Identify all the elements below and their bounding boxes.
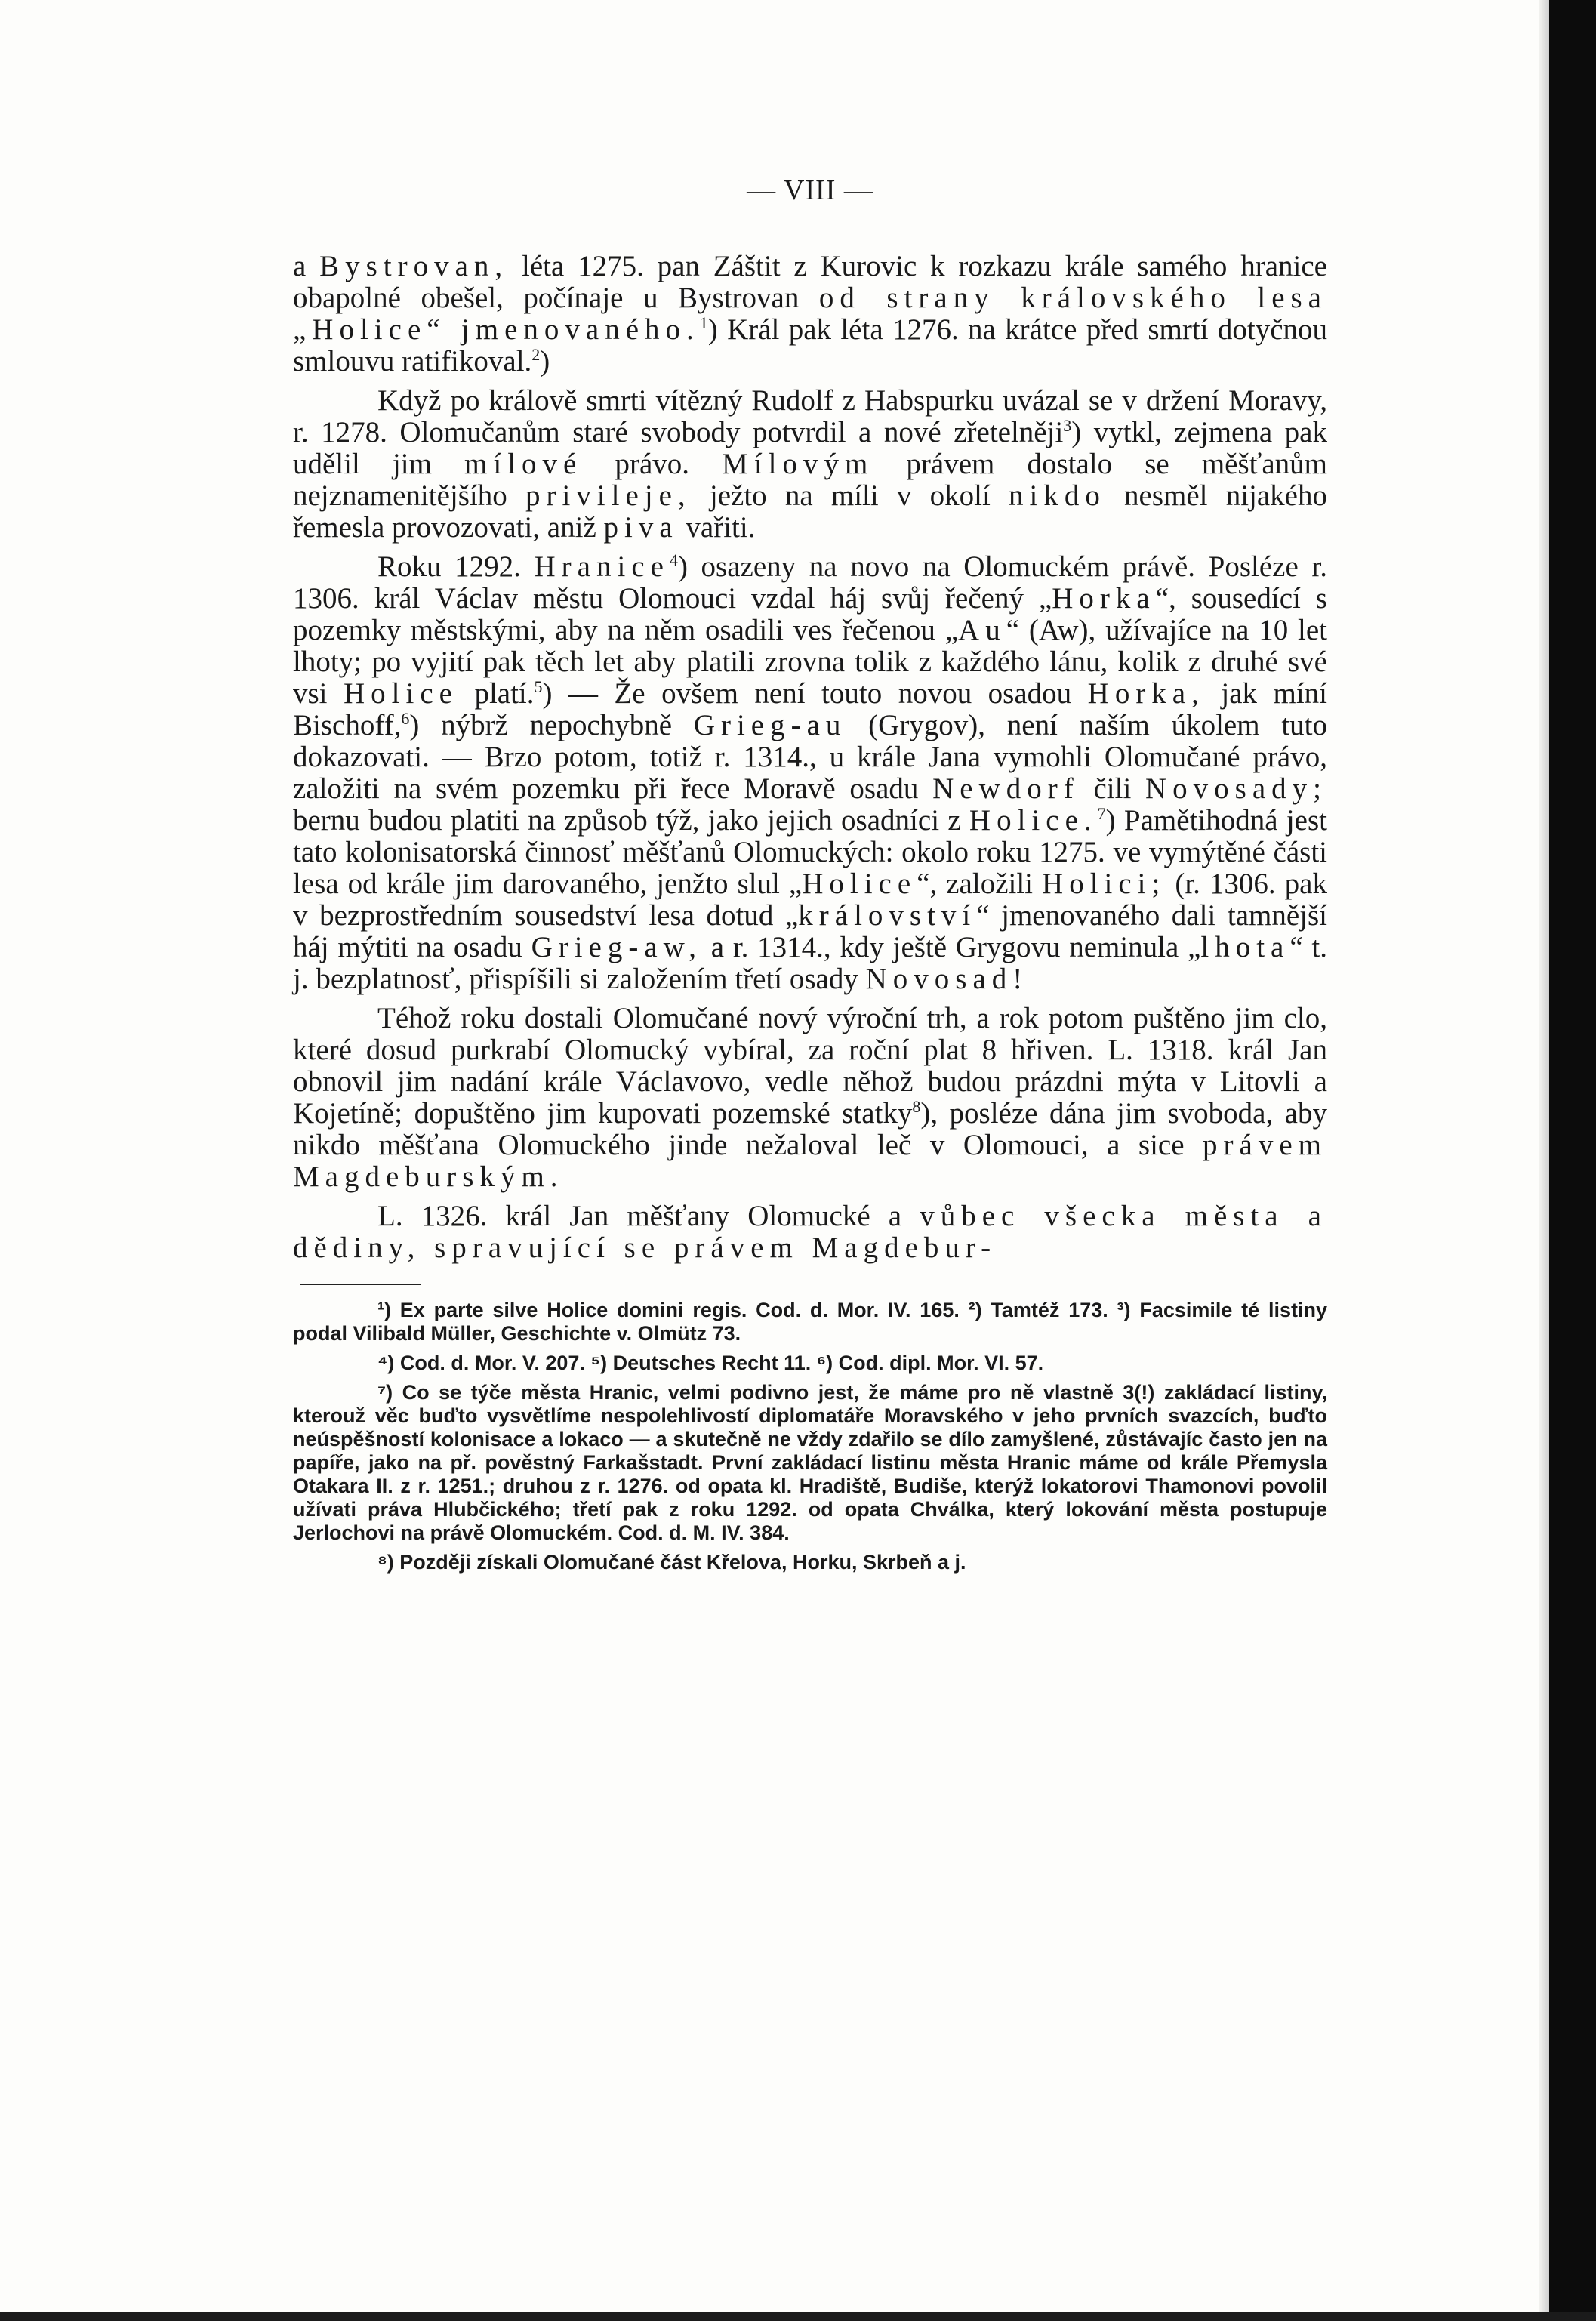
scan-border-right xyxy=(1549,0,1596,2321)
footnote-separator xyxy=(300,1284,421,1285)
page-content xyxy=(293,174,1327,1580)
page-number: — VIII — xyxy=(747,174,873,206)
paragraph-4: Téhož roku dostali Olomučané nový výroční trh, a rok potom puštěno jim clo, které dosud purkrabí Olomucký vybíral, za roční plat 8 hřiven. L. 1318. král Jan obnovil jim nadání krále Václavovo, vedle něhož budou prázdni mýta v Litovli a Kojetíně; dopuštěno jim kupovati pozemské statky$^8$), posléze dána jim svoboda, aby nikdo měšťana Olomuckého jinde nežaloval leč v Olomouci, a sice právem Magdeburským. xyxy=(293,1002,1327,1193)
footnote-4-6: ⁴) Cod. d. Mor. V. 207. ⁵) Deutsches Recht 11. ⁶) Cod. dipl. Mor. VI. 57. xyxy=(377,1352,1044,1374)
paragraph-1: a Bystrovan, léta 1275. pan Záštit z Kurovic k rozkazu krále samého hranice obapolné obešel, počínaje u Bystrovan od strany královského lesa „Holice“ jmenovaného.$^1$) Král pak léta 1276. na krátce před smrtí dotyčnou smlouvu ratifikoval.$^2$) xyxy=(293,250,1328,378)
paragraph-5: L. 1326. král Jan měšťany Olomucké a vůbec všecka města a dědiny, spravující se právem Magdebur- xyxy=(293,1200,1327,1264)
footnote-1-3: ¹) Ex parte silve Holice domini regis. Cod. d. Mor. IV. 165. ²) Tamtéž 173. ³) Facsimile té listiny podal Vilibald Müller, Geschichte v. Olmütz 73. xyxy=(293,1299,1327,1345)
paragraph-3: Roku 1292. Hranice$^4$) osazeny na novo na Olomuckém právě. Posléze r. 1306. král Václav městu Olomouci vzdal háj svůj řečený „Horka“, sousedící s pozemky městskými, aby na něm osadili ves řečenou „Au“ (Aw), užívajíce na 10 let lhoty; po vyjití pak těch let aby platili zrovna tolik z každého lánu, kolik z druhé své vsi Holice platí.$^5$) — Že ovšem není touto novou osadou Horka, jak míní Bischoff,$^6$) nýbrž nepochybně Grieg-au (Grygov), není naším úkolem tuto dokazovati. — Brzo potom, totiž r. 1314., u krále Jana vymohli Olomučané právo, založiti na svém pozemku při řece Moravě osadu Newdorf čili Novosady; bernu budou platiti na způsob týž, jako jejich osadníci z Holice.$^7$) Pamětihodná jest tato kolonisatorská činnosť měšťanů Olomuckých: okolo roku 1275. ve vymýtěné části lesa od krále jim darovaného, jenžto slul „Holice“, založili Holici; (r. 1306. pak v bezprostředním sousedství lesa dotud „království“ jmenovaného dali tamnější háj mýtiti na osadu Grieg-aw, a r. 1314., kdy ještě Grygovu neminula „lhota“ t. j. bezplatnosť, přispíšili si založením třetí osady Novosad! xyxy=(293,550,1328,995)
footnote-8: ⁸) Později získali Olomučané část Křelova, Horku, Skrbeň a j. xyxy=(377,1551,966,1574)
footnote-7: ⁷) Co se týče města Hranic, velmi podivno jest, že máme pro ně vlastně 3(!) zakládací listiny, kterouž věc buďto vysvětlíme nespolehlivostí diplomatáře Moravského v jeho prvních svazcích, buďto neúspěšností kolonisace a lokaco — a skutečně ne vždy zdařilo se dílo zamyšlené, zůstávajíc často jen na papíře, jako na př. pověstný Farkašstadt. První zakládací listinu města Hranic máme od krále Přemysla Otakara II. z r. 1251.; druhou z r. 1276. od opata kl. Hradiště, Budiše, kterýž lokatorovi Thamonovi povolil užívati práva Hlubčického; třetí pak z roku 1292. od opata Chválka, který lokování města postupuje Jerlochovi na právě Olomuckém. Cod. d. M. IV. 384. xyxy=(293,1381,1327,1544)
scan-border-bottom xyxy=(0,2312,1596,2321)
page-edge-shadow xyxy=(1539,0,1549,2321)
paragraph-2: Když po králově smrti vítězný Rudolf z Habspurku uvázal se v držení Moravy, r. 1278. Olomučanům staré svobody potvrdil a nové zřetelněji$^3$) vytkl, zejmena pak udělil jim mílové právo. Mílovým právem dostalo se měšťanům nejznamenitějšího privileje, ježto na míli v okolí nikdo nesměl nijakého řemesla provozovati, aniž piva vařiti. xyxy=(293,384,1327,544)
